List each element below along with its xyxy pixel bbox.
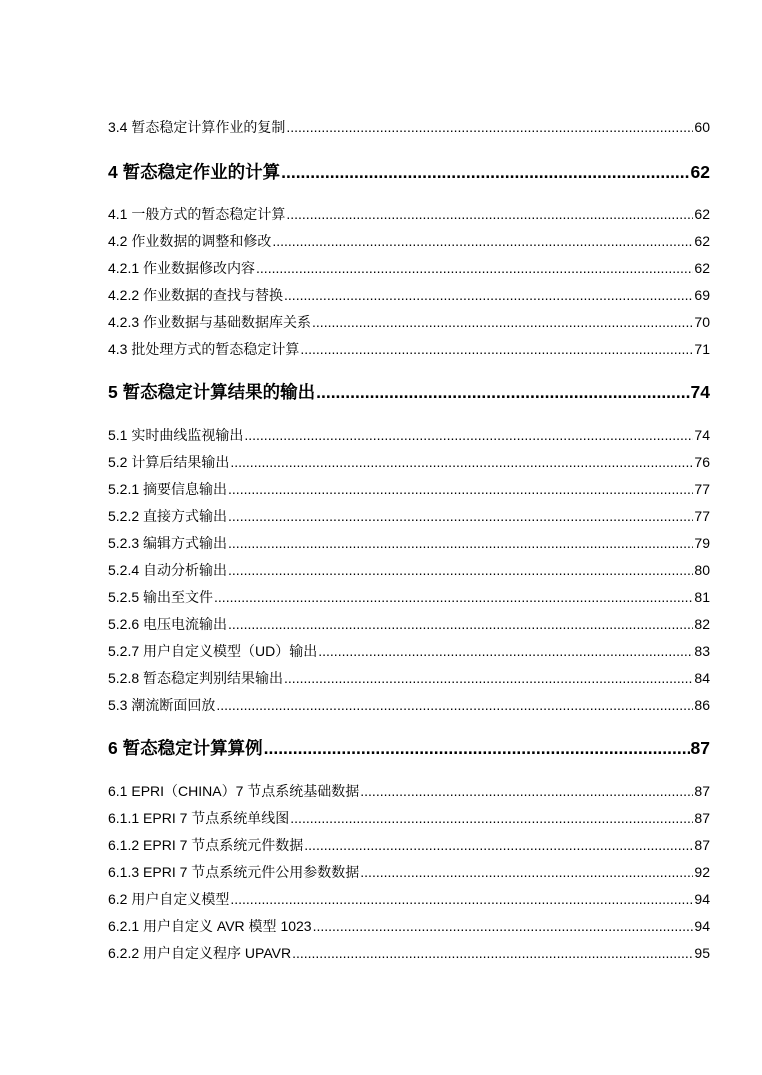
toc-entry[interactable] [108,205,710,223]
toc-entry-title: 4.2 作业数据的调整和修改 [108,233,272,249]
toc-entry-title: 4.2.3 作业数据与基础数据库关系 [108,314,312,330]
toc-entry-page: 87 [694,837,710,853]
toc-entry-page: 94 [694,891,710,907]
toc-entry-title: 5.2.7 用户自定义模型（UD）输出 [108,643,318,659]
toc-entry-page: 62 [690,162,710,182]
toc-entry[interactable] [108,782,710,800]
toc-entry-title: 6.1.2 EPRI 7 节点系统元件数据 [108,837,304,853]
toc-leader-dots [228,480,693,498]
toc-entry-page: 74 [694,427,710,443]
toc-entry-page: 70 [694,314,710,330]
toc-chapter-heading[interactable] [108,161,710,183]
toc-entry[interactable] [108,696,710,714]
toc-entry-title: 4.1 一般方式的暂态稳定计算 [108,206,286,222]
toc-entry-page: 69 [694,287,710,303]
toc-entry-title: 5.2.1 摘要信息输出 [108,481,228,497]
toc-entry-page: 62 [694,206,710,222]
toc-entry[interactable] [108,944,710,962]
toc-entry-title: 3.4 暂态稳定计算作业的复制 [108,119,286,135]
toc-entry[interactable] [108,259,710,277]
toc-entry-title: 5.2.3 编辑方式输出 [108,535,228,551]
toc-leader-dots [230,890,693,908]
toc-entry-title: 6.2.1 用户自定义 AVR 模型 1023 [108,918,312,934]
toc-leader-dots [228,615,693,633]
toc-entry-page: 80 [694,562,710,578]
toc-entry-title: 5 暂态稳定计算结果的输出 [108,382,316,402]
toc-entry-title: 4.2.2 作业数据的查找与替换 [108,287,284,303]
toc-leader-dots [216,696,693,714]
toc-entry-title: 5.1 实时曲线监视输出 [108,427,244,443]
toc-leader-dots [286,118,693,136]
toc-entry-title: 6.2 用户自定义模型 [108,891,230,907]
toc-entry-title: 5.2.5 输出至文件 [108,589,214,605]
toc-leader-dots [214,588,693,606]
toc-leader-dots [272,232,693,250]
toc-chapter-heading[interactable] [108,381,710,403]
toc-leader-dots [228,507,693,525]
toc-entry-title: 4 暂态稳定作业的计算 [108,162,281,182]
toc-entry[interactable] [108,480,710,498]
toc-leader-dots [244,426,693,444]
toc-entry-page: 60 [694,119,710,135]
toc-entry-page: 86 [694,697,710,713]
toc-entry-page: 87 [690,738,710,758]
toc-leader-dots [256,259,693,277]
toc-entry[interactable] [108,809,710,827]
toc-entry-title: 6.1.3 EPRI 7 节点系统元件公用参数数据 [108,864,360,880]
toc-entry-page: 87 [694,810,710,826]
toc-entry[interactable] [108,534,710,552]
toc-chapter-heading[interactable] [108,737,710,759]
toc-entry-title: 5.2 计算后结果输出 [108,454,230,470]
toc-entry[interactable] [108,588,710,606]
toc-entry-page: 87 [694,783,710,799]
toc-leader-dots [312,313,693,331]
toc-leader-dots [304,836,693,854]
toc-leader-dots [230,453,693,471]
toc-entry[interactable] [108,669,710,687]
toc-leader-dots [228,534,693,552]
toc-entry-title: 6.1 EPRI（CHINA）7 节点系统基础数据 [108,783,360,799]
toc-entry[interactable] [108,426,710,444]
toc-entry-page: 76 [694,454,710,470]
toc-entry[interactable] [108,836,710,854]
toc-entry-page: 74 [690,382,710,402]
toc-leader-dots [316,381,689,403]
toc-leader-dots [360,782,693,800]
toc-leader-dots [313,917,694,935]
toc-leader-dots [281,161,689,183]
toc-entry-page: 83 [694,643,710,659]
toc-entry-title: 4.2.1 作业数据修改内容 [108,260,256,276]
toc-entry-page: 81 [694,589,710,605]
toc-entry-title: 4.3 批处理方式的暂态稳定计算 [108,341,300,357]
toc-entry-title: 6.2.2 用户自定义程序 UPAVR [108,945,292,961]
toc-leader-dots [360,863,693,881]
toc-leader-dots [318,642,693,660]
toc-entry[interactable] [108,863,710,881]
toc-leader-dots [264,737,690,759]
toc-entry-title: 5.2.4 自动分析输出 [108,562,228,578]
toc-entry-title: 5.2.2 直接方式输出 [108,508,228,524]
toc-entry[interactable] [108,232,710,250]
toc-leader-dots [286,205,693,223]
toc-entry-page: 79 [694,535,710,551]
toc-leader-dots [228,561,693,579]
toc-entry-page: 77 [694,508,710,524]
toc-entry[interactable] [108,340,710,358]
toc-entry-title: 6.1.1 EPRI 7 节点系统单线图 [108,810,290,826]
toc-entry[interactable] [108,286,710,304]
toc-entry[interactable] [108,615,710,633]
toc-entry[interactable] [108,890,710,908]
toc-entry-page: 92 [694,864,710,880]
toc-entry-page: 84 [694,670,710,686]
toc-entry-title: 5.2.8 暂态稳定判别结果输出 [108,670,284,686]
toc-leader-dots [284,286,693,304]
toc-entry-title: 6 暂态稳定计算算例 [108,738,263,758]
toc-entry-page: 62 [694,260,710,276]
toc-entry-page: 71 [694,341,710,357]
toc-leader-dots [292,944,693,962]
toc-entry-page: 77 [694,481,710,497]
toc-entry-page: 95 [694,945,710,961]
toc-entry-page: 62 [694,233,710,249]
toc-entry[interactable] [108,917,710,935]
toc-leader-dots [284,669,693,687]
toc-entry[interactable] [108,507,710,525]
toc-entry-title: 5.2.6 电压电流输出 [108,616,228,632]
toc-leader-dots [290,809,693,827]
toc-leader-dots [300,340,693,358]
toc-entry-page: 94 [694,918,710,934]
toc-entry[interactable] [108,453,710,471]
toc-entry-page: 82 [694,616,710,632]
toc-entry[interactable] [108,313,710,331]
toc-entry[interactable] [108,642,710,660]
toc-entry[interactable] [108,561,710,579]
toc-entry-title: 5.3 潮流断面回放 [108,697,216,713]
toc-entry[interactable] [108,118,710,136]
